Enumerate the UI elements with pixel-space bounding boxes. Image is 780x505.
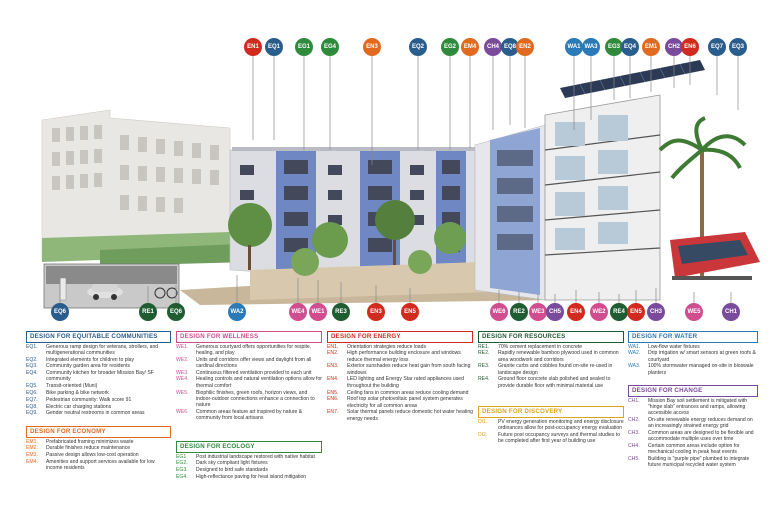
marker-ch4: CH4: [484, 38, 502, 56]
item-text: Common areas are designed to be flexible and accommodate multiple uses over time: [648, 429, 754, 443]
list-item: [478, 376, 624, 389]
item-code: RE1.: [478, 343, 490, 350]
item-text: Prefabricated framing minimizes waste: [46, 438, 134, 445]
marker-we5: WE5: [685, 303, 703, 321]
item-list-wellness: [176, 344, 322, 422]
list-item: [478, 419, 624, 432]
marker-wa2: WA2: [228, 303, 246, 321]
list-item: [176, 409, 322, 422]
item-text: Ground floor concrete slab polished and sealed to provide durable floor with minimal material use: [498, 376, 611, 389]
item-text: Granite curbs and cobbles found on-site re-used in landscape design: [498, 363, 613, 376]
list-item: [176, 460, 322, 466]
item-text: On-site renewable energy reduces demand on an increasingly strained energy grid: [648, 416, 753, 430]
item-code: DI1.: [478, 418, 488, 425]
list-item: [327, 390, 473, 396]
list-item: [176, 344, 322, 357]
marker-ch3: CH3: [647, 303, 665, 321]
item-code: EQ5.: [26, 383, 38, 390]
marker-em1: EM1: [642, 38, 660, 56]
marker-eg4: EG4: [321, 38, 339, 56]
section-title-resources: DESIGN FOR RESOURCES: [478, 331, 624, 343]
marker-en3: EN3: [367, 303, 385, 321]
marker-we4: WE4: [289, 303, 307, 321]
section-title-water: DESIGN FOR WATER: [628, 331, 758, 343]
list-item: [176, 454, 322, 460]
item-code: WE6.: [176, 408, 189, 415]
list-item: [478, 363, 624, 376]
item-code: EQ8.: [26, 403, 38, 410]
item-code: RE2.: [478, 350, 490, 357]
list-item: [478, 432, 624, 445]
item-text: Generous ramp design for veterans, strollers, and multigenerational communities: [46, 343, 159, 356]
item-text: Transit-oriented (Muni): [46, 383, 98, 390]
item-text: Community kitchen for broader Mission Bay/ SF community: [46, 370, 154, 383]
list-item: [176, 467, 322, 473]
list-item: [26, 357, 171, 363]
marker-eg2: EG2: [441, 38, 459, 56]
item-text: Common areas feature art inspired by nature & community from local artisans: [196, 408, 303, 422]
list-item: [26, 439, 171, 445]
list-item: [628, 417, 758, 430]
section-title-discovery: DESIGN FOR DISCOVERY: [478, 406, 624, 418]
item-text: Passive design allows low-cost operation: [46, 452, 139, 459]
list-item: [26, 445, 171, 451]
marker-we6: WE6: [490, 303, 508, 321]
item-code: EN6.: [327, 396, 339, 403]
marker-we2: WE2: [590, 303, 608, 321]
item-code: CH2.: [628, 416, 640, 423]
item-text: Solar thermal panels reduce domestic hot water heating energy needs: [347, 409, 473, 422]
panel-ecology: [176, 441, 322, 480]
marker-en1: EN1: [244, 38, 262, 56]
item-text: Amenities and support services available for low income residents: [46, 458, 155, 472]
item-text: High performance building enclosure and windows reduce thermal energy loss: [347, 350, 461, 363]
item-code: EQ1.: [26, 343, 38, 350]
list-item: [176, 376, 322, 389]
panel-energy: [327, 331, 473, 422]
item-text: Dark sky compliant light fixtures: [196, 460, 268, 467]
marker-eg1: EG1: [295, 38, 313, 56]
item-code: DI2.: [478, 431, 488, 438]
panel-economy: [26, 426, 171, 471]
item-list-water: [628, 344, 758, 376]
panel-wellness: [176, 331, 322, 422]
item-text: Certain common areas include option for mechanical cooling in peak heat events: [648, 443, 740, 456]
list-item: [628, 430, 758, 443]
marker-ch2: CH2: [665, 38, 683, 56]
panel-resources: [478, 331, 624, 389]
item-text: Electric car charging stations: [46, 403, 112, 410]
list-item: [176, 357, 322, 370]
item-code: EM4.: [26, 458, 38, 465]
panel-water: [628, 331, 758, 376]
item-code: EQ4.: [26, 370, 38, 377]
item-text: Drip irrigation w/ smart sensors at green roofs & courtyard: [648, 350, 756, 363]
marker-en3: EN3: [363, 38, 381, 56]
list-item: [478, 350, 624, 363]
item-code: EQ9.: [26, 410, 38, 417]
item-code: EQ3.: [26, 363, 38, 370]
item-code: EM2.: [26, 445, 38, 452]
marker-en2: EN2: [516, 38, 534, 56]
list-item: [628, 398, 758, 417]
item-text: Integrated elements for children to play: [46, 356, 135, 363]
item-code: CH3.: [628, 429, 640, 436]
item-code: WE4.: [176, 376, 189, 383]
marker-eq4: EQ4: [621, 38, 639, 56]
marker-eq2: EQ2: [409, 38, 427, 56]
item-text: Units and corridors offer views and daylight from all cardinal directions: [196, 356, 312, 369]
item-code: WA2.: [628, 350, 641, 357]
section-title-energy: DESIGN FOR ENERGY: [327, 331, 473, 343]
item-code: WA3.: [628, 363, 641, 370]
item-text: 70% cement replacement in concrete: [498, 343, 583, 350]
marker-eq1: EQ1: [265, 38, 283, 56]
item-text: Healing controls and natural ventilation options allow for thermal comfort: [196, 376, 323, 389]
list-item: [176, 370, 322, 376]
list-item: [26, 459, 171, 472]
parking-inset: [44, 264, 179, 308]
marker-en4: EN4: [567, 303, 585, 321]
marker-eq6: EQ6: [167, 303, 185, 321]
panel-equitable: [26, 331, 171, 417]
item-list-resources: [478, 344, 624, 390]
item-code: EN7.: [327, 409, 339, 416]
item-text: Exterior sunshades reduce heat gain from south facing windows: [347, 363, 471, 376]
list-item: [628, 456, 758, 469]
marker-wa3: WA3: [582, 38, 600, 56]
list-item: [26, 344, 171, 357]
section-title-economy: DESIGN FOR ECONOMY: [26, 426, 171, 438]
item-code: EN4.: [327, 376, 339, 383]
marker-re4: RE4: [610, 303, 628, 321]
item-text: Bike parking & bike network: [46, 390, 109, 397]
item-text: Mission Bay soil settlement is mitigated with "hinge slab" entrances and ramps, allowing accessible access: [648, 397, 748, 417]
list-item: [26, 363, 171, 369]
item-text: Gender neutral restrooms in common areas: [46, 410, 145, 417]
list-item: [478, 344, 624, 350]
item-code: CH1.: [628, 397, 640, 404]
marker-en5: EN5: [401, 303, 419, 321]
item-text: Pedestrian community: Walk score 91: [46, 396, 132, 403]
item-code: WA1.: [628, 343, 641, 350]
item-code: EN1.: [327, 343, 339, 350]
list-item: [176, 474, 322, 480]
item-code: EG4.: [176, 473, 188, 480]
item-code: EM3.: [26, 452, 38, 459]
item-code: EN2.: [327, 350, 339, 357]
section-title-change: DESIGN FOR CHANGE: [628, 385, 758, 397]
list-item: [628, 350, 758, 363]
item-code: RE3.: [478, 363, 490, 370]
marker-re2: RE2: [510, 303, 528, 321]
item-code: CH4.: [628, 443, 640, 450]
item-text: Durable finishes reduce maintenance: [46, 445, 131, 452]
marker-eq7: EQ7: [708, 38, 726, 56]
marker-we3: WE3: [529, 303, 547, 321]
marker-eq8: EQ8: [501, 38, 519, 56]
marker-ch1: CH1: [722, 303, 740, 321]
marker-we1: WE1: [309, 303, 327, 321]
list-item: [26, 397, 171, 403]
item-list-energy: [327, 344, 473, 423]
item-text: Designed to bird safe standards: [196, 467, 268, 474]
marker-wa1: WA1: [565, 38, 583, 56]
marker-en6: EN6: [681, 38, 699, 56]
item-text: Building is "purple pipe" plumbed to integrate future municipal recycled water system: [648, 456, 750, 469]
marker-em4: EM4: [461, 38, 479, 56]
list-item: [176, 390, 322, 409]
item-code: RE4.: [478, 376, 490, 383]
item-list-equitable: [26, 344, 171, 417]
item-text: Orientation strategies reduce loads: [347, 343, 426, 350]
item-code: EG3.: [176, 467, 188, 474]
item-code: EM1.: [26, 438, 38, 445]
marker-eg3: EG3: [605, 38, 623, 56]
item-code: EG2.: [176, 460, 188, 467]
marker-ch5: CH5: [546, 303, 564, 321]
item-text: LED lighting and Energy Star rated appliances used throughout the building: [347, 376, 464, 389]
item-text: 100% stormwater managed on-site in bioswale planters: [648, 363, 754, 376]
item-code: EG1.: [176, 453, 188, 460]
item-code: EQ6.: [26, 390, 38, 397]
list-item: [26, 452, 171, 458]
item-list-discovery: [478, 419, 624, 445]
item-text: Rapidly renewable bamboo plywood used in common area woodwork and corridors: [498, 350, 619, 363]
item-list-ecology: [176, 454, 322, 481]
item-text: High-reflectance paving for heat island mitigation: [196, 473, 307, 480]
item-list-change: [628, 398, 758, 469]
item-text: Community garden area for residents: [46, 363, 131, 370]
item-code: EN3.: [327, 363, 339, 370]
marker-eq3: EQ3: [729, 38, 747, 56]
item-text: Post industrial landscape restored with native habitat: [196, 453, 315, 460]
item-code: WE1.: [176, 343, 189, 350]
item-code: WE2.: [176, 356, 189, 363]
list-item: [26, 390, 171, 396]
list-item: [327, 363, 473, 376]
section-title-ecology: DESIGN FOR ECOLOGY: [176, 441, 322, 453]
panel-change: [628, 385, 758, 469]
list-item: [628, 344, 758, 350]
list-item: [327, 344, 473, 350]
item-code: WE3.: [176, 369, 189, 376]
list-item: [26, 383, 171, 389]
item-text: Biophilic finishes, green roofs, horizon views, and indoor-outdoor connections enhance a connection to nature: [196, 389, 315, 409]
item-code: EQ7.: [26, 396, 38, 403]
list-item: [327, 396, 473, 409]
item-text: Low-flow water fixtures: [648, 343, 700, 350]
item-code: WE5.: [176, 389, 189, 396]
item-text: Future post occupancy surveys and thermal studies to be completed after first year of building use: [498, 431, 621, 444]
list-item: [327, 409, 473, 422]
right-wing: [475, 125, 545, 300]
item-code: EQ2.: [26, 356, 38, 363]
item-text: Continuous filtered ventilation provided to each unit: [196, 369, 312, 376]
list-item: [327, 376, 473, 389]
list-item: [628, 363, 758, 376]
list-item: [628, 443, 758, 456]
item-text: Ceiling fans in common areas reduce cooling demand: [347, 389, 469, 396]
list-item: [26, 370, 171, 383]
marker-eq6: EQ6: [51, 303, 69, 321]
panel-discovery: [478, 406, 624, 444]
item-text: Generous courtyard offers opportunities for respite, healing, and play: [196, 343, 312, 356]
item-code: EN5.: [327, 389, 339, 396]
list-item: [26, 404, 171, 410]
item-list-economy: [26, 439, 171, 472]
item-code: CH5.: [628, 456, 640, 463]
section-title-wellness: DESIGN FOR WELLNESS: [176, 331, 322, 343]
marker-re1: RE1: [139, 303, 157, 321]
item-text: PV energy generation monitoring and energy disclosure ordinances allow for post-occupancy energy evaluation: [498, 418, 624, 431]
list-item: [327, 350, 473, 363]
list-item: [26, 410, 171, 416]
section-title-equitable: DESIGN FOR EQUITABLE COMMUNITIES: [26, 331, 171, 343]
marker-en5: EN5: [627, 303, 645, 321]
marker-re3: RE3: [332, 303, 350, 321]
item-text: Roof top solar photovoltaic panel system generates electricity for all common areas: [347, 396, 463, 409]
